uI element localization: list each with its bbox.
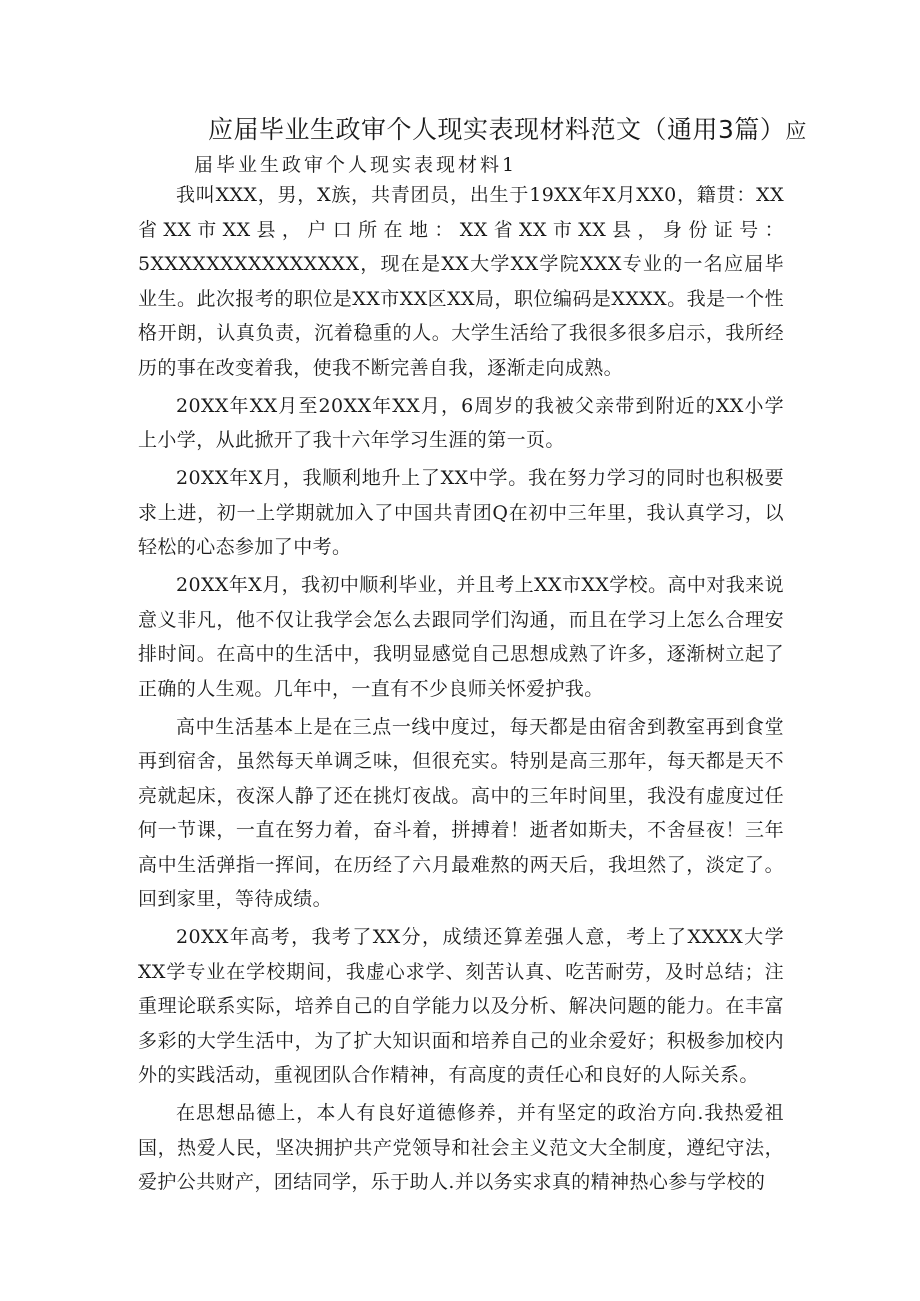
title-tail: 应	[785, 119, 807, 143]
paragraph: 20XX年高考，我考了XX分，成绩还算差强人意，考上了XXXX大学XX学专业在学校期间，我虚心求学、刻苦认真、吃苦耐劳，及时总结；注重理论联系实际，培养自己的自学能力以及分析、解决问题的能力。在丰富多彩的大学生活中，为了扩大知识面和培养自己的业余爱好；积极参加校内外的实践活动，重视团队合作精神，有高度的责任心和良好的人际关系。	[138, 926, 784, 1086]
paragraph: 我叫XXX，男，X族，共青团员，出生于19XX年X月XX0，籍贯：XX省XX市XX县，户口所在地：XX省XX市XX县，身份证号：5XXXXXXXXXXXXXXX，现在是XX大学XX学院XXX专业的一名应届毕业生。此次报考的职位是XX市XX区XX局，职位编码是XXXX。我是一个性格开朗，认真负责，沉着稳重的人。大学生活给了我很多很多启示，我所经历的事在改变着我，使我不断完善自我，逐渐走向成熟。	[138, 184, 784, 379]
document-title	[208, 112, 808, 149]
paragraph: 20XX年X月，我顺利地升上了XX中学。我在努力学习的同时也积极要求上进，初一上学期就加入了中国共青团Q在初中三年里，我认真学习，以轻松的心态参加了中考。	[138, 467, 784, 558]
title-main: 应届毕业生政审个人现实表现材料范文（通用3篇）	[208, 115, 786, 144]
document-subtitle: 届毕业生政审个人现实表现材料1	[194, 154, 518, 176]
paragraph: 在思想品德上，本人有良好道德修养，并有坚定的政治方向.我热爱祖国，热爱人民，坚决拥护共产党领导和社会主义范文大全制度，遵纪守法，爱护公共财产，团结同学，乐于助人.并以务实求真的精神热心参与学校的	[138, 1102, 784, 1193]
paragraph: 高中生活基本上是在三点一线中度过，每天都是由宿舍到教室再到食堂再到宿舍，虽然每天单调乏味，但很充实。特别是高三那年，每天都是天不亮就起床，夜深人静了还在挑灯夜战。高中的三年时间里，我没有虚度过任何一节课，一直在努力着，奋斗着，拼搏着！逝者如斯夫，不舍昼夜！三年高中生活弹指一挥间，在历经了六月最难熬的两天后，我坦然了，淡定了。回到家里，等待成绩。	[138, 715, 784, 910]
document-body	[138, 178, 784, 1203]
paragraph: 20XX年XX月至20XX年XX月，6周岁的我被父亲带到附近的XX小学上小学，从此掀开了我十六年学习生涯的第一页。	[138, 394, 784, 451]
paragraph: 20XX年X月，我初中顺利毕业，并且考上XX市XX学校。高中对我来说意义非凡，他不仅让我学会怎么去跟同学们沟通，而且在学习上怎么合理安排时间。在高中的生活中，我明显感觉自己思想成熟了许多，逐渐树立起了正确的人生观。几年中，一直有不少良师关怀爱护我。	[138, 574, 784, 700]
